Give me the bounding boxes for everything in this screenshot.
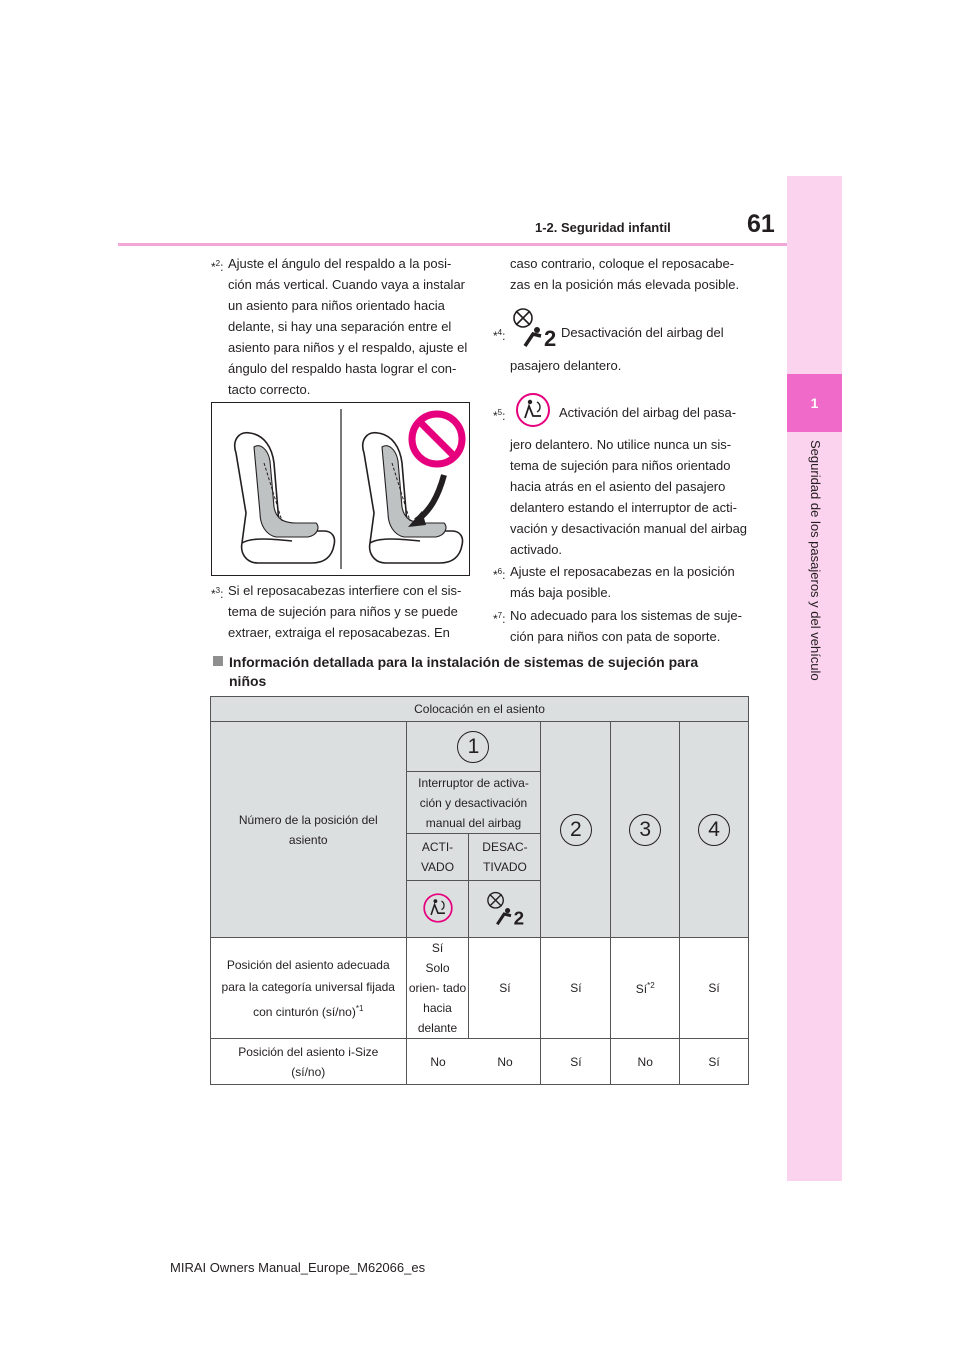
note-7 <box>493 605 753 647</box>
note-3 <box>211 580 471 643</box>
footnote-mark: *2 <box>647 980 655 990</box>
note-line: pasajero delantero. <box>510 358 622 373</box>
seat-figure-svg <box>212 403 469 575</box>
note-line: tema de sujeción para niños y se puede <box>228 604 458 619</box>
note-line: vación y desactivación manual del airbag <box>510 521 748 536</box>
note-line: Ajuste el ángulo del respaldo a la posi- <box>228 256 452 271</box>
table-cell-split <box>406 1039 541 1085</box>
airbag-off-icon <box>485 890 525 926</box>
footnote-mark: *1 <box>355 1003 364 1013</box>
note-line: No adecuado para los sistemas de suje- <box>510 608 742 623</box>
note-lead: Activación del airbag del pasa- <box>559 405 737 420</box>
table-cell <box>611 938 680 1039</box>
note-mark: *$^6$: <box>493 567 506 582</box>
table-row-label <box>211 938 407 1039</box>
prohibition-icon <box>412 414 462 464</box>
note-line: Ajuste el reposacabezas en la posición <box>510 564 735 579</box>
airbag-off-icon <box>511 306 557 354</box>
subsection-heading <box>213 653 753 691</box>
state-on-icon-cell <box>406 881 469 938</box>
note-line: asiento para niños y el respaldo, ajuste el <box>228 340 468 355</box>
cell-value: No <box>497 1054 513 1069</box>
note-lead: Desactivación del airbag del <box>561 325 724 340</box>
note-line: caso contrario, coloque el reposacabe- <box>510 256 735 271</box>
note-line: delante, si hay una separación entre el <box>228 319 452 334</box>
row-label-text: Posición del asiento adecuada para la categoría universal fijada con cinturón (sí/no) <box>221 957 395 1019</box>
note-line: extraer, extraiga el reposacabezas. En <box>228 625 450 640</box>
seat-number-cell <box>406 722 541 772</box>
seat-number-cell <box>611 722 680 938</box>
cell-value: Sí <box>431 941 444 955</box>
square-bullet-icon <box>213 656 223 666</box>
chapter-side-title: Seguridad de los pasajeros y del vehículo <box>808 440 823 681</box>
note-mark: *$^4$: <box>493 328 506 343</box>
page-number: 61 <box>747 210 775 238</box>
cell-value: No <box>430 1054 446 1069</box>
heading-line: Información detallada para la instalación de sistemas de sujeción para <box>229 654 699 670</box>
table-header-top: Colocación en el asiento <box>211 697 749 722</box>
table-cell: Sí <box>541 1039 611 1085</box>
note-line: tema de sujeción para niños orientado <box>510 458 731 473</box>
header-rule <box>118 243 787 246</box>
chapter-tab[interactable]: 1 <box>787 374 842 432</box>
state-off-icon-cell <box>469 881 541 938</box>
note-3-continued <box>510 253 770 295</box>
cell-value: Sí <box>635 981 648 996</box>
seat-number-3: 3 <box>629 814 661 846</box>
seat-number-1: 1 <box>457 731 489 763</box>
svg-text:2: 2 <box>544 326 557 348</box>
note-line: Si el reposacabezas interfiere con el sis- <box>228 583 462 598</box>
note-4 <box>493 306 753 378</box>
seat-illustration <box>211 402 470 576</box>
airbag-switch-label: Interruptor de activa- ción y desactivación manual del airbag <box>406 772 541 834</box>
note-line: un asiento para niños orientado hacia <box>228 298 445 313</box>
note-6 <box>493 561 753 603</box>
cell-value: Solo orien- tado hacia delante <box>408 961 467 1035</box>
note-mark: *$^2$: <box>211 259 224 274</box>
note-mark: *$^3$: <box>211 586 224 601</box>
note-mark: *$^5$: <box>493 408 506 423</box>
table-cell: Sí <box>541 938 611 1039</box>
note-2 <box>211 253 471 400</box>
seat-number-cell <box>680 722 749 938</box>
table-cell: Sí <box>469 938 541 1039</box>
table-cell: No <box>611 1039 680 1085</box>
state-off-label: DESAC- TIVADO <box>469 834 541 881</box>
heading-line: niños <box>229 673 267 689</box>
table-cell: Sí <box>680 1039 749 1085</box>
note-line: ángulo del respaldo hasta lograr el con- <box>228 361 457 376</box>
note-line: delantero estando el interruptor de acti- <box>510 500 737 515</box>
airbag-on-icon <box>419 891 457 925</box>
airbag-on-icon <box>511 392 555 434</box>
note-line: activado. <box>510 542 563 557</box>
seat-number-4: 4 <box>698 814 730 846</box>
state-on-label: ACTI- VADO <box>406 834 469 881</box>
note-line: hacia atrás en el asiento del pasajero <box>510 479 726 494</box>
note-line: ción más vertical. Cuando vaya a instalar <box>228 277 466 292</box>
note-line: tacto correcto. <box>228 382 311 397</box>
note-line: jero delantero. No utilice nunca un sis- <box>510 437 732 452</box>
note-line: más baja posible. <box>510 585 612 600</box>
svg-text:2: 2 <box>513 906 525 926</box>
table-cell: Sí <box>680 938 749 1039</box>
footer-manual-name: MIRAI Owners Manual_Europe_M62066_es <box>170 1260 426 1275</box>
note-line: ción para niños con pata de soporte. <box>510 629 721 644</box>
section-title: 1-2. Seguridad infantil <box>535 220 671 235</box>
seat-number-2: 2 <box>560 814 592 846</box>
row-header-label: Número de la posición del asiento <box>211 722 407 938</box>
table-row-label: Posición del asiento i-Size (sí/no) <box>211 1039 407 1085</box>
table-cell <box>406 938 469 1039</box>
seat-number-cell <box>541 722 611 938</box>
seat-position-table <box>210 696 749 1085</box>
note-mark: *$^7$: <box>493 611 506 626</box>
note-line: zas en la posición más elevada posible. <box>510 277 740 292</box>
